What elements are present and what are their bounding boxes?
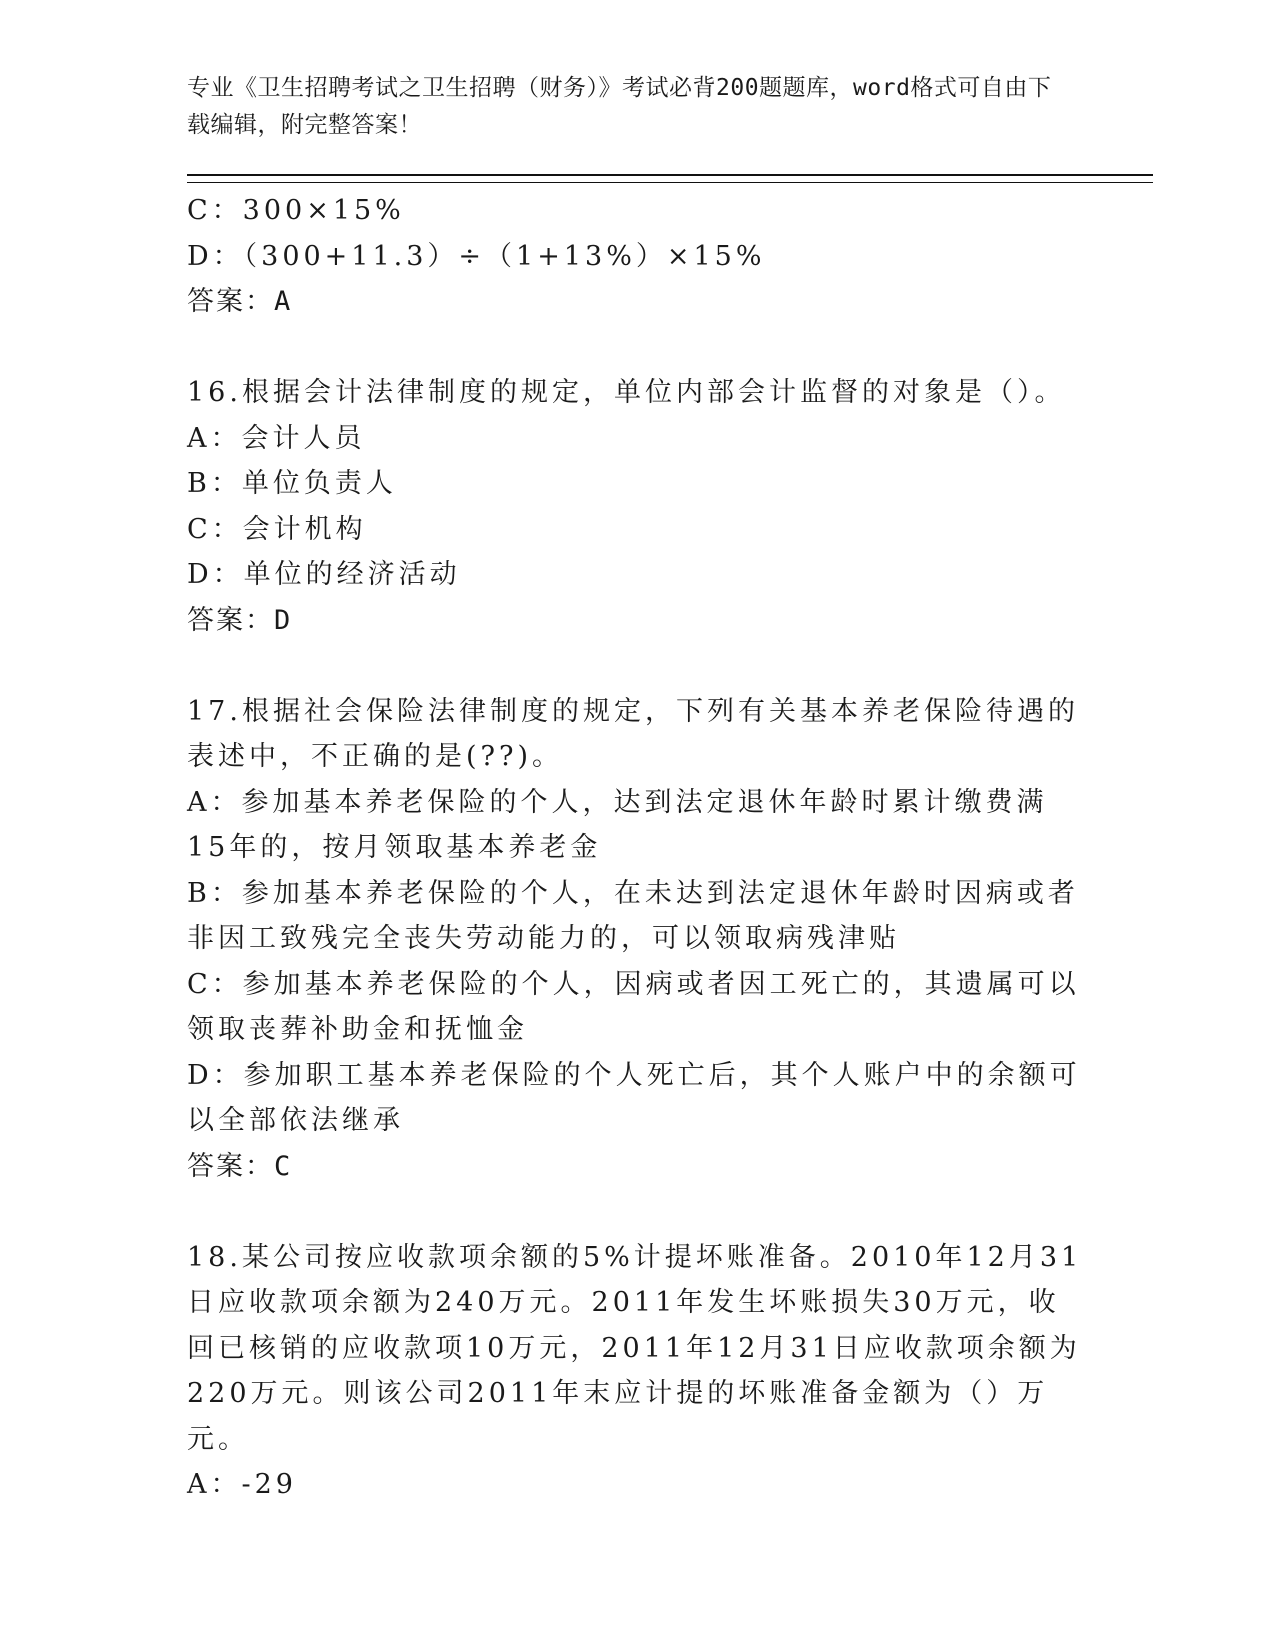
previous-question-tail [187,188,1087,325]
option-d: D：（300+11.3）÷（1+13%）×15% [187,240,766,272]
question-stem: 16.根据会计法律制度的规定，单位内部会计监督的对象是（）。 [187,377,1066,408]
answer-line: 答案：D [187,604,293,636]
header-text: 专业《卫生招聘考试之卫生招聘（财务）》考试必背200题题库，word格式可自由下载编辑，附完整答案！ [187,75,1052,138]
answer-line: 答案：A [187,286,293,317]
option-c: C：参加基本养老保险的个人，因病或者因工死亡的，其遗属可以领取丧葬补助金和抚恤金 [187,968,1080,1045]
option-d: D：参加职工基本养老保险的个人死亡后，其个人账户中的余额可以全部依法继承 [187,1059,1081,1136]
answer-line: 答案：C [187,1150,293,1182]
option-c: C：会计机构 [187,513,367,545]
question-16 [187,370,1087,643]
option-c: C：300×15% [187,195,405,226]
document-header [187,70,1067,144]
option-a: A：参加基本养老保险的个人，达到法定退休年龄时累计缴费满15年的，按月领取基本养老金 [187,786,1048,863]
option-d: D：单位的经济活动 [187,559,461,590]
question-17 [187,689,1087,1190]
option-b: B：单位负责人 [187,468,397,499]
option-b: B：参加基本养老保险的个人，在未达到法定退休年龄时因病或者非因工致残完全丧失劳动能力的，可以领取病残津贴 [187,877,1079,954]
question-list [187,188,1087,1508]
question-stem: 17.根据社会保险法律制度的规定，下列有关基本养老保险待遇的表述中，不正确的是(??)。 [187,695,1079,772]
option-a: A：-29 [187,1469,297,1500]
question-stem: 18.某公司按应收款项余额的5%计提坏账准备。2010年12月31日应收款项余额为240万元。2011年发生坏账损失30万元，收回已核销的应收款项10万元，2011年12月31日应收款项余额为220万元。则该公司2011年末应计提的坏账准备金额为（）万元。 [187,1241,1083,1455]
question-18 [187,1235,1087,1508]
option-a: A：会计人员 [187,422,366,454]
header-divider [187,174,1153,183]
